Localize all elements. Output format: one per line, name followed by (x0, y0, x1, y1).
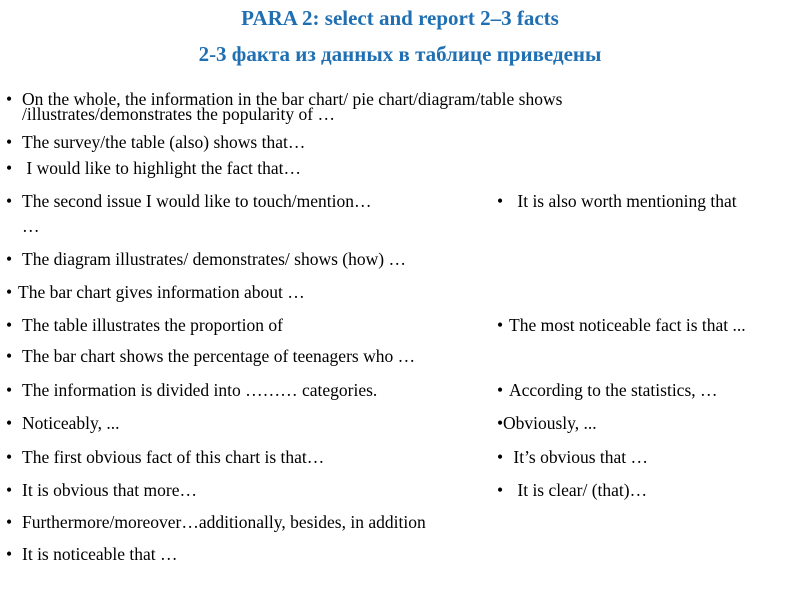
list-item (6, 449, 324, 467)
list-item (6, 382, 377, 400)
item-text: Noticeably, ... (22, 413, 120, 433)
list-item-right (497, 382, 718, 400)
list-item-right (497, 449, 648, 467)
bullet-icon: • (497, 380, 504, 400)
item-text: The bar chart shows the percentage of teenagers who … (22, 346, 416, 366)
slide-title-english: PARA 2: select and report 2–3 facts (241, 6, 559, 30)
item-text: The second issue I would like to touch/mention… (22, 191, 372, 211)
bullet-icon: • (6, 346, 13, 366)
list-item (6, 415, 120, 433)
list-item-right (497, 415, 597, 433)
item-text: It is obvious that more… (22, 480, 197, 500)
bullet-icon: • (497, 191, 504, 211)
bullet-icon: • (6, 413, 13, 433)
item-text: It is also worth mentioning that (513, 191, 737, 211)
list-item (6, 160, 301, 178)
bullet-icon: • (497, 447, 504, 467)
bullet-icon: • (6, 132, 13, 152)
bullet-icon: • (6, 512, 13, 532)
bullet-icon: • (6, 544, 13, 564)
bullet-icon: • (6, 282, 13, 302)
list-item-continuation: /illustrates/demonstrates the popularity of … (22, 104, 335, 124)
list-item (6, 317, 283, 335)
item-text: The most noticeable fact is that ... (509, 315, 746, 335)
item-text: The table illustrates the proportion of (22, 315, 283, 335)
bullet-icon: • (6, 158, 13, 178)
bullet-icon: • (6, 315, 13, 335)
bullet-icon: • (497, 413, 504, 433)
item-text: It is clear/ (that)… (513, 480, 648, 500)
item-text: On the whole, the information in the bar chart/ pie chart/diagram/table shows (22, 89, 563, 109)
item-text: It’s obvious that … (509, 447, 649, 467)
item-text: The survey/the table (also) shows that… (22, 132, 306, 152)
item-text: The bar chart gives information about … (18, 282, 305, 302)
bullet-icon: • (6, 249, 13, 269)
item-text: I would like to highlight the fact that… (22, 158, 301, 178)
item-text: The information is divided into ……… categories. (22, 380, 378, 400)
item-text: According to the statistics, … (509, 380, 718, 400)
item-text: Obviously, ... (503, 413, 597, 433)
list-item (6, 514, 426, 532)
bullet-icon: • (6, 380, 13, 400)
list-item (6, 482, 197, 500)
list-item-right (497, 317, 746, 335)
item-text: It is noticeable that … (22, 544, 178, 564)
list-item (6, 251, 406, 269)
bullet-icon: • (6, 480, 13, 500)
bullet-icon: • (6, 89, 13, 109)
bullet-icon: • (6, 447, 13, 467)
list-item (6, 348, 415, 366)
list-item-continuation: … (22, 216, 40, 236)
list-item (6, 193, 371, 211)
bullet-icon: • (6, 191, 13, 211)
bullet-icon: • (497, 315, 504, 335)
list-item-right (497, 482, 647, 500)
slide-title-russian: 2-3 факта из данных в таблице приведены (198, 42, 602, 66)
list-item (6, 546, 178, 564)
item-text: The diagram illustrates/ demonstrates/ shows (how) … (22, 249, 406, 269)
list-item (6, 134, 305, 152)
item-text: The first obvious fact of this chart is that… (22, 447, 325, 467)
bullet-icon: • (497, 480, 504, 500)
item-text: Furthermore/moreover…additionally, besides, in addition (22, 512, 426, 532)
list-item-right (497, 193, 737, 211)
list-item (6, 284, 305, 302)
